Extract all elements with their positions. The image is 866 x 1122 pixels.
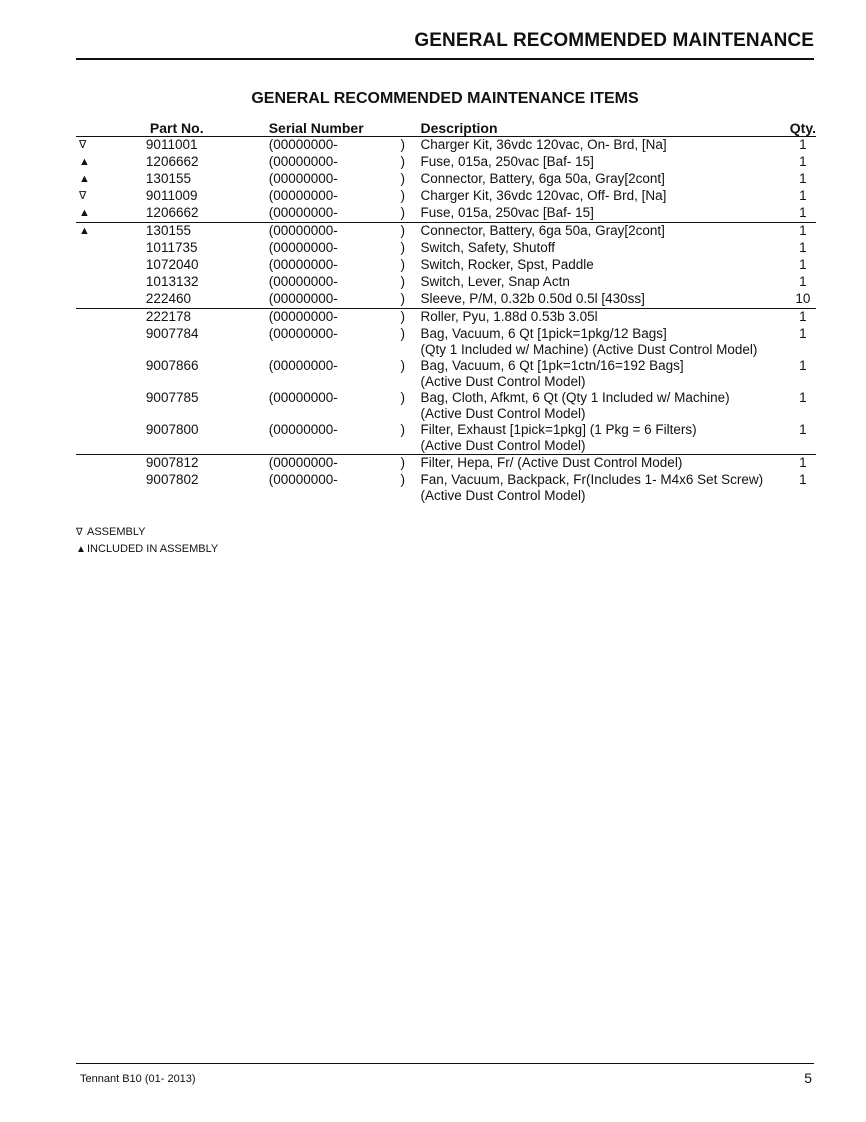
- row-description: [420, 137, 789, 155]
- description-column-header: Description: [420, 118, 789, 137]
- row-part-number: 9011009: [145, 188, 198, 203]
- row-serial-close: ): [400, 154, 406, 169]
- row-serial-number: (00000000-: [268, 154, 338, 169]
- row-description: [420, 257, 789, 274]
- row-serial-number: (00000000-: [268, 358, 338, 373]
- row-qty: 1: [790, 309, 816, 327]
- row-description: [420, 274, 789, 291]
- parts-table: [76, 118, 816, 504]
- row-description-line: Switch, Rocker, Spst, Paddle: [420, 257, 594, 272]
- row-description: [420, 291, 789, 309]
- row-description: [420, 240, 789, 257]
- row-serial-close: ): [400, 358, 406, 373]
- legend: [76, 524, 218, 558]
- row-qty: 1: [790, 223, 816, 241]
- row-mark-icon: [76, 455, 114, 473]
- row-description-line: Connector, Battery, 6ga 50a, Gray[2cont]: [420, 171, 665, 186]
- row-serial-close: ): [400, 257, 406, 272]
- row-serial-number: (00000000-: [269, 455, 401, 473]
- row-serial-number: (00000000-: [269, 223, 401, 241]
- row-qty: 1: [799, 257, 807, 272]
- row-qty: 1: [799, 154, 807, 169]
- row-mark-icon: [76, 358, 114, 390]
- row-part-number: 9007802: [145, 472, 199, 487]
- row-qty: 1: [799, 390, 807, 405]
- row-serial-close: ): [400, 472, 406, 487]
- row-serial-close: ): [400, 205, 406, 220]
- row-mark-icon: [76, 257, 114, 274]
- row-part-number: 130155: [114, 223, 269, 241]
- row-mark-icon: ▲: [79, 173, 90, 185]
- qty-column-header: Qty.: [789, 119, 816, 136]
- row-mark-icon: [76, 309, 114, 327]
- row-part-number: 9007785: [145, 390, 199, 405]
- row-qty: 1: [799, 240, 807, 255]
- table-row: [76, 223, 816, 241]
- row-description: [420, 171, 789, 188]
- row-part-number: 222178: [114, 309, 269, 327]
- table-row: [76, 154, 816, 171]
- row-qty: 10: [795, 291, 811, 306]
- row-serial-close: ): [400, 137, 406, 152]
- row-description-line: Roller, Pyu, 1.88d 0.53b 3.05l: [420, 309, 598, 324]
- footer-divider: [76, 1063, 814, 1064]
- row-description-line: Filter, Exhaust [1pick=1pkg] (1 Pkg = 6 Filters): [420, 422, 697, 437]
- row-part-number: 9007784: [145, 326, 199, 341]
- row-mark-icon: [76, 274, 114, 291]
- row-serial-number: (00000000-: [268, 326, 338, 341]
- row-qty: 1: [790, 455, 816, 473]
- row-description-line: Fan, Vacuum, Backpack, Fr(Includes 1- M4x6 Set Screw): [420, 472, 764, 487]
- row-description-line: Switch, Lever, Snap Actn: [420, 274, 570, 289]
- table-row: [76, 291, 816, 309]
- row-description: [420, 326, 789, 358]
- row-mark-icon: ∇: [79, 139, 87, 151]
- row-mark-icon: [76, 422, 114, 455]
- row-description-line: Bag, Vacuum, 6 Qt [1pick=1pkg/12 Bags]: [420, 326, 667, 341]
- row-description: [420, 455, 789, 473]
- row-description-line: Charger Kit, 36vdc 120vac, On- Brd, [Na]: [420, 137, 667, 152]
- serial-number-column-header: Serial Number: [269, 118, 401, 137]
- row-mark-icon: ▲: [79, 207, 90, 219]
- row-qty: 1: [799, 274, 807, 289]
- mark-column-header: [76, 118, 114, 137]
- page-number: 5: [804, 1070, 812, 1086]
- row-serial-number: (00000000-: [268, 188, 338, 203]
- row-serial-close: ): [400, 188, 406, 203]
- row-serial-close: ): [400, 326, 406, 341]
- row-serial-number: (00000000-: [268, 171, 338, 186]
- row-description: [420, 223, 789, 241]
- row-part-number: 9007800: [145, 422, 199, 437]
- table-row: [76, 309, 816, 327]
- table-row: [76, 455, 816, 473]
- table-row: [76, 205, 816, 223]
- row-mark-icon: [76, 291, 114, 309]
- row-mark-icon: ∇: [79, 190, 87, 202]
- table-row: [76, 257, 816, 274]
- table-row: [76, 422, 816, 455]
- table-row: [76, 390, 816, 422]
- row-qty: 1: [799, 188, 807, 203]
- row-serial-number: (00000000-: [268, 205, 338, 220]
- legend-assembly-label: ASSEMBLY: [87, 526, 146, 538]
- table-header-row: [76, 118, 816, 137]
- row-part-number: 130155: [145, 171, 191, 186]
- row-description: [420, 205, 789, 223]
- row-qty: 1: [799, 472, 807, 487]
- included-symbol-icon: ▲: [76, 544, 86, 555]
- row-description-note: (Active Dust Control Model): [420, 488, 586, 503]
- row-description-line: Bag, Cloth, Afkmt, 6 Qt (Qty 1 Included w/ Machine): [420, 390, 730, 405]
- row-serial-close: ): [400, 171, 406, 186]
- row-description-line: Fuse, 015a, 250vac [Baf- 15]: [420, 205, 594, 220]
- table-row: [76, 240, 816, 257]
- row-description-note: (Active Dust Control Model): [420, 374, 586, 389]
- row-qty: 1: [799, 358, 807, 373]
- row-serial-close: ): [400, 291, 406, 306]
- row-description: [420, 472, 789, 504]
- page-header-title: GENERAL RECOMMENDED MAINTENANCE: [414, 30, 814, 51]
- row-serial-number: (00000000-: [268, 422, 338, 437]
- legend-included-label: INCLUDED IN ASSEMBLY: [87, 543, 219, 555]
- row-qty: 1: [799, 205, 807, 220]
- row-description-line: Connector, Battery, 6ga 50a, Gray[2cont]: [420, 223, 665, 238]
- table-row: [76, 188, 816, 205]
- row-serial-close: ): [401, 309, 421, 327]
- row-description: [420, 390, 789, 422]
- row-mark-icon: ▲: [76, 223, 114, 241]
- row-description-line: Filter, Hepa, Fr/ (Active Dust Control Model): [420, 455, 683, 470]
- header-divider: [76, 58, 814, 60]
- row-description-line: Bag, Vacuum, 6 Qt [1pk=1ctn/16=192 Bags]: [420, 358, 684, 373]
- row-serial-number: (00000000-: [268, 291, 338, 306]
- row-part-number: 222460: [145, 291, 191, 306]
- row-description-line: Fuse, 015a, 250vac [Baf- 15]: [420, 154, 594, 169]
- row-serial-number: (00000000-: [269, 309, 401, 327]
- table-row: [76, 326, 816, 358]
- row-mark-icon: [76, 390, 114, 422]
- row-part-number: 1072040: [145, 257, 199, 272]
- row-description-note: (Active Dust Control Model): [420, 438, 586, 453]
- row-description: [420, 188, 789, 205]
- row-qty: 1: [799, 422, 807, 437]
- table-row: [76, 137, 816, 155]
- row-serial-number: (00000000-: [268, 390, 338, 405]
- row-part-number: 9007812: [114, 455, 269, 473]
- row-description: [420, 422, 789, 455]
- row-description-line: Sleeve, P/M, 0.32b 0.50d 0.5l [430ss]: [420, 291, 645, 306]
- row-mark-icon: ▲: [79, 156, 90, 168]
- table-row: [76, 171, 816, 188]
- assembly-symbol-icon: ∇: [76, 527, 83, 538]
- row-part-number: 1206662: [145, 205, 199, 220]
- row-description: [420, 309, 789, 327]
- row-serial-number: (00000000-: [268, 257, 338, 272]
- table-row: [76, 472, 816, 504]
- row-serial-number: (00000000-: [268, 137, 338, 152]
- row-part-number: 1013132: [145, 274, 199, 289]
- table-row: [76, 274, 816, 291]
- row-serial-number: (00000000-: [268, 274, 338, 289]
- row-part-number: 1206662: [145, 154, 199, 169]
- row-mark-icon: [76, 240, 114, 257]
- row-serial-close: ): [400, 274, 406, 289]
- row-description-line: Charger Kit, 36vdc 120vac, Off- Brd, [Na]: [420, 188, 667, 203]
- row-mark-icon: [76, 472, 114, 504]
- row-part-number: 1011735: [145, 240, 198, 255]
- row-serial-close: ): [400, 390, 406, 405]
- row-description-line: Switch, Safety, Shutoff: [420, 240, 556, 255]
- row-serial-close: ): [401, 223, 421, 241]
- footer-document-id: Tennant B10 (01- 2013): [80, 1073, 196, 1085]
- legend-assembly: [76, 524, 218, 541]
- row-serial-close: ): [401, 455, 421, 473]
- row-part-number: 9007866: [145, 358, 199, 373]
- row-serial-number: (00000000-: [268, 472, 338, 487]
- row-description: [420, 358, 789, 390]
- row-mark-icon: [76, 326, 114, 358]
- row-qty: 1: [799, 326, 807, 341]
- row-serial-close: ): [400, 240, 406, 255]
- row-serial-number: (00000000-: [268, 240, 338, 255]
- row-description: [420, 154, 789, 171]
- parts-table-body: [76, 137, 816, 505]
- serial-close-column-header: [401, 118, 421, 137]
- row-qty: 1: [799, 171, 807, 186]
- section-title: GENERAL RECOMMENDED MAINTENANCE ITEMS: [251, 90, 639, 107]
- legend-included: [76, 541, 218, 558]
- row-description-note: (Active Dust Control Model): [420, 406, 586, 421]
- row-part-number: 9011001: [145, 137, 198, 152]
- row-serial-close: ): [400, 422, 406, 437]
- table-row: [76, 358, 816, 390]
- part-no-column-header: Part No.: [114, 118, 269, 137]
- row-description-note: (Qty 1 Included w/ Machine) (Active Dust Control Model): [420, 342, 758, 357]
- row-qty: 1: [799, 137, 807, 152]
